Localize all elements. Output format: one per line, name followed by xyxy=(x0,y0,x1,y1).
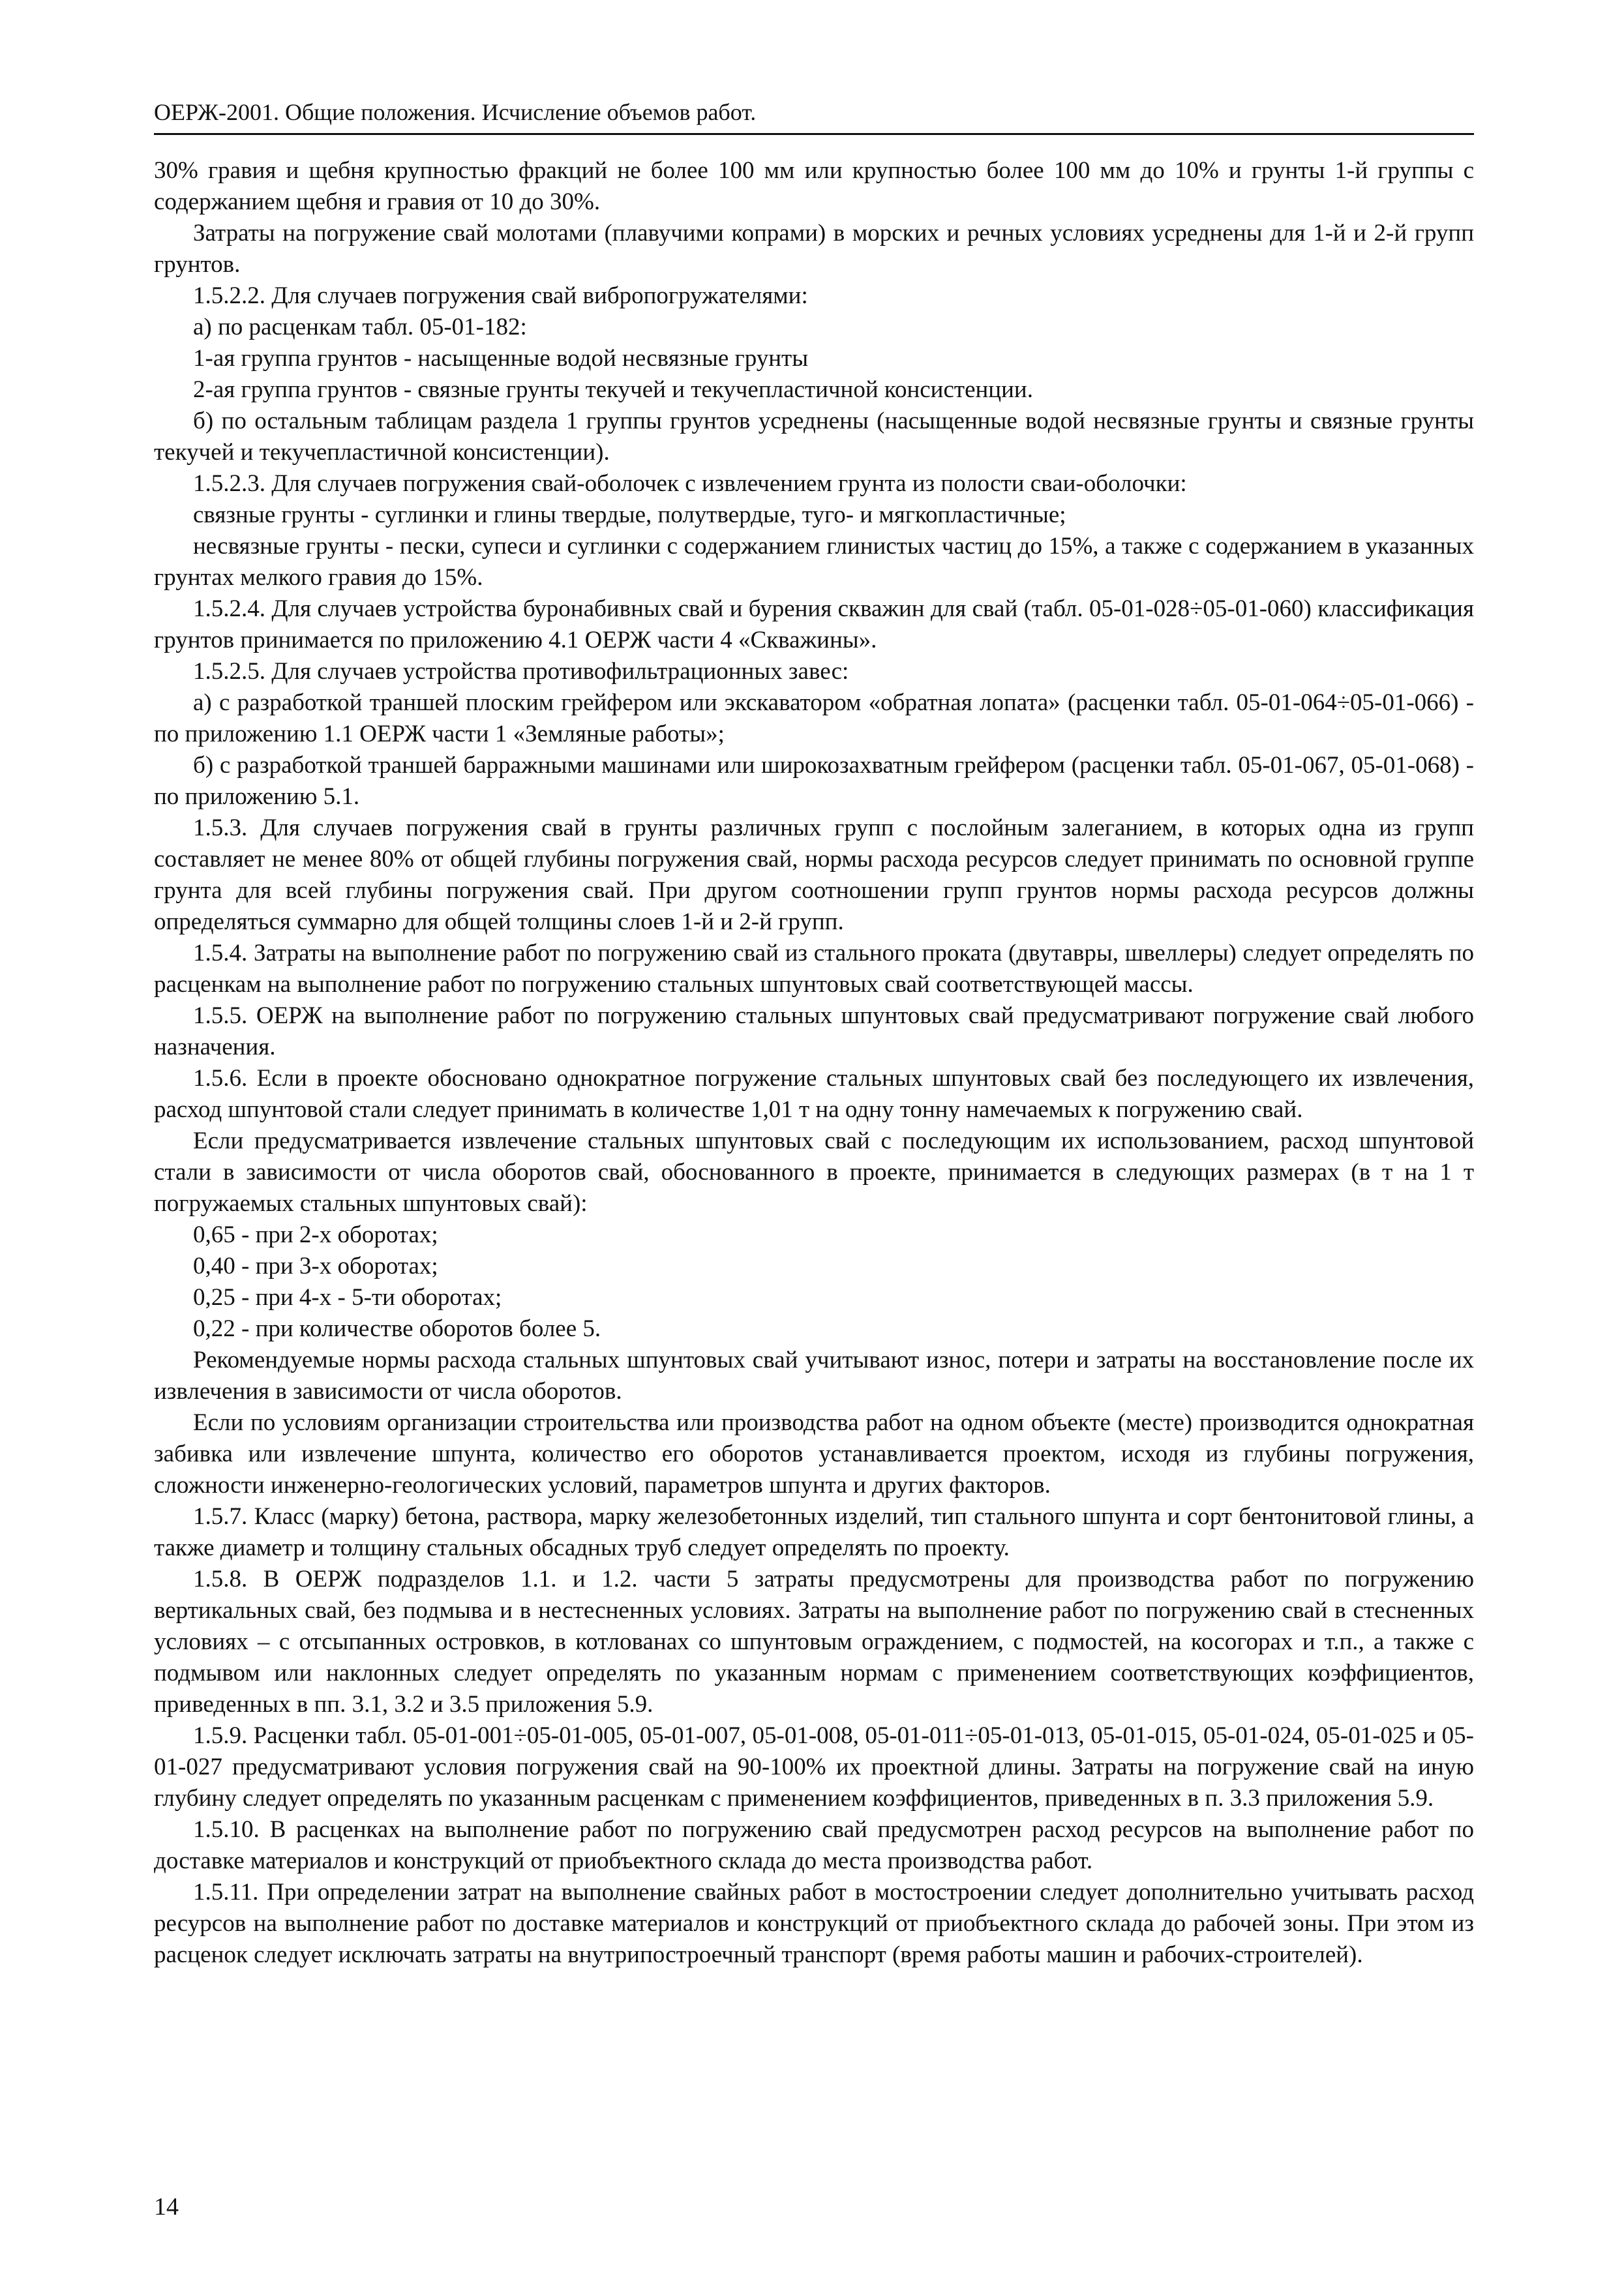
paragraph: 1.5.2.3. Для случаев погружения свай-оболочек с извлечением грунта из полости сваи-оболочки: xyxy=(193,470,1187,497)
paragraph: 0,65 - при 2-х оборотах; xyxy=(193,1221,438,1248)
paragraph: 30% гравия и щебня крупностью фракций не более 100 мм или крупностью более 100 мм до 10% и грунты 1-й группы с содержанием щебня и гравия от 10 до 30%. xyxy=(154,157,1474,215)
paragraph: 1.5.9. Расценки табл. 05-01-001÷05-01-005, 05-01-007, 05-01-008, 05-01-011÷05-01-013, 05-01-015, 05-01-024, 05-01-025 и 05-01-027 предусматривают условия погружения свай на 90-100% их проектной длины. Затраты на погружение свай на иную глубину следует определять по указанным расценкам с применением коэффициентов, приведенных в п. 3.3 приложения 5.9. xyxy=(154,1722,1474,1812)
paragraph: 0,25 - при 4-х - 5-ти оборотах; xyxy=(193,1284,502,1311)
paragraph: несвязные грунты - пески, супеси и суглинки с содержанием глинистых частиц до 15%, а также с содержанием в указанных грунтах мелкого гравия до 15%. xyxy=(154,533,1474,591)
paragraph: Если предусматривается извлечение стальных шпунтовых свай с последующим их использованием, расход шпунтовой стали в зависимости от числа оборотов свай, обоснованного в проекте, принимается в следующих размерах (в т на 1 т погружаемых стальных шпунтовых свай): xyxy=(154,1128,1474,1217)
paragraph: Если по условиям организации строительства или производства работ на одном объекте (месте) производится однократная забивка или извлечение шпунта, количество его оборотов устанавливается проектом, исходя из глубины погружения, сложности инженерно-геологических условий, параметров шпунта и других факторов. xyxy=(154,1409,1474,1499)
running-header: ОЕРЖ-2001. Общие положения. Исчисление объемов работ. xyxy=(154,99,757,125)
header-divider xyxy=(154,133,1474,135)
paragraph: 1.5.10. В расценках на выполнение работ по погружению свай предусмотрен расход ресурсов на выполнение работ по доставке материалов и конструкций от приобъектного склада до места производства работ. xyxy=(154,1816,1474,1874)
paragraph: 1-ая группа грунтов - насыщенные водой несвязные грунты xyxy=(193,345,809,372)
paragraph: 0,22 - при количестве оборотов более 5. xyxy=(193,1315,601,1342)
paragraph: 1.5.5. ОЕРЖ на выполнение работ по погружению стальных шпунтовых свай предусматривают погружение свай любого назначения. xyxy=(154,1002,1474,1060)
paragraph: 1.5.4. Затраты на выполнение работ по погружению свай из стального проката (двутавры, швеллеры) следует определять по расценкам на выполнение работ по погружению стальных шпунтовых свай соответствующей массы. xyxy=(154,940,1474,998)
page-number: 14 xyxy=(154,2193,179,2221)
paragraph: б) по остальным таблицам раздела 1 группы грунтов усреднены (насыщенные водой несвязные грунты и связные грунты текучей и текучепластичной консистенции). xyxy=(154,408,1474,466)
paragraph: Затраты на погружение свай молотами (плавучими копрами) в морских и речных условиях усреднены для 1-й и 2-й групп грунтов. xyxy=(154,220,1474,278)
paragraph: 1.5.8. В ОЕРЖ подразделов 1.1. и 1.2. части 5 затраты предусмотрены для производства работ по погружению вертикальных свай, без подмыва и в нестесненных условиях. Затраты на выполнение работ по погружению свай в стесненных условиях – с отсыпанных островков, в котлованах со шпунтовым ограждением, с подмостей, на косогорах и т.п., а также с подмывом или наклонных следует определять по указанным нормам с применением соответствующих коэффициентов, приведенных в пп. 3.1, 3.2 и 3.5 приложения 5.9. xyxy=(154,1566,1474,1718)
paragraph: 1.5.11. При определении затрат на выполнение свайных работ в мостостроении следует дополнительно учитывать расход ресурсов на выполнение работ по доставке материалов и конструкций от приобъектного склада до рабочей зоны. При этом из расценок следует исключать затраты на внутрипостроечный транспорт (время работы машин и рабочих-строителей). xyxy=(154,1879,1474,1968)
paragraph: 2-ая группа грунтов - связные грунты текучей и текучепластичной консистенции. xyxy=(193,376,1033,403)
document-body xyxy=(154,155,1474,1971)
paragraph: 1.5.6. Если в проекте обосновано однократное погружение стальных шпунтовых свай без последующего их извлечения, расход шпунтовой стали следует принимать в количестве 1,01 т на одну тонну намечаемых к погружению свай. xyxy=(154,1065,1474,1123)
paragraph: 1.5.3. Для случаев погружения свай в грунты различных групп с послойным залеганием, в которых одна из групп составляет не менее 80% от общей глубины погружения свай, нормы расхода ресурсов следует принимать по основной группе грунта для всей глубины погружения свай. При другом соотношении групп грунтов нормы расхода ресурсов должны определяться суммарно для общей толщины слоев 1-й и 2-й групп. xyxy=(154,815,1474,935)
paragraph: связные грунты - суглинки и глины твердые, полутвердые, туго- и мягкопластичные; xyxy=(193,501,1066,528)
paragraph: б) с разработкой траншей барражными машинами или широкозахватным грейфером (расценки табл. 05-01-067, 05-01-068) - по приложению 5.1. xyxy=(154,752,1474,810)
paragraph: 0,40 - при 3-х оборотах; xyxy=(193,1253,438,1279)
paragraph: 1.5.7. Класс (марку) бетона, раствора, марку железобетонных изделий, тип стального шпунта и сорт бентонитовой глины, а также диаметр и толщину стальных обсадных труб следует определять по проекту. xyxy=(154,1503,1474,1561)
paragraph: 1.5.2.5. Для случаев устройства противофильтрационных завес: xyxy=(193,658,849,685)
paragraph: 1.5.2.2. Для случаев погружения свай вибропогружателями: xyxy=(193,282,808,309)
paragraph: 1.5.2.4. Для случаев устройства буронабивных свай и бурения скважин для свай (табл. 05-01-028÷05-01-060) классификация грунтов принимается по приложению 4.1 ОЕРЖ части 4 «Скважины». xyxy=(154,595,1474,653)
paragraph: Рекомендуемые нормы расхода стальных шпунтовых свай учитывают износ, потери и затраты на восстановление после их извлечения в зависимости от числа оборотов. xyxy=(154,1347,1474,1405)
paragraph: а) с разработкой траншей плоским грейфером или экскаватором «обратная лопата» (расценки табл. 05-01-064÷05-01-066) - по приложению 1.1 ОЕРЖ части 1 «Земляные работы»; xyxy=(154,689,1474,747)
paragraph: а) по расценкам табл. 05-01-182: xyxy=(193,314,527,340)
